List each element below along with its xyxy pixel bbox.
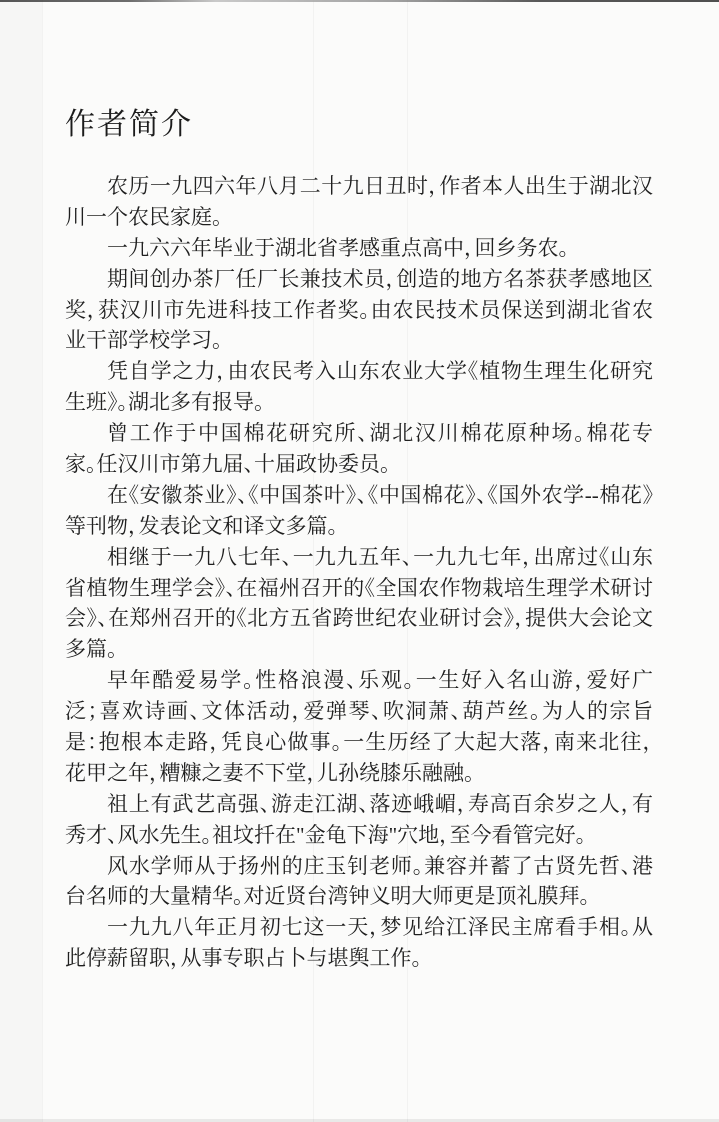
- scan-seam-artifact: [42, 0, 43, 1122]
- paragraph: [65, 356, 653, 418]
- paragraph: [65, 789, 653, 851]
- text-line: 风水学师从于扬州的庄玉钊老师。兼容并蓄了古贤先哲、港: [107, 853, 653, 878]
- paragraph: [65, 912, 653, 974]
- paragraph: [65, 851, 653, 913]
- text-line: 秀才、风水先生。祖坟扦在"金龟下海"穴地，至今看管完好。: [65, 822, 587, 847]
- text-line: 此停薪留职，从事专职占卜与堪舆工作。: [65, 946, 422, 971]
- text-line: 期间创办茶厂任厂长兼技术员，创造的地方名茶获孝感地区: [107, 266, 653, 291]
- text-line: 是：抱根本走路，凭良心做事。一生历经了大起大落，南来北往，: [65, 730, 653, 755]
- text-line: 业干部学校学习。: [65, 328, 223, 353]
- scan-left-shade-artifact: [0, 0, 42, 1122]
- text-line: 奖，获汉川市先进科技工作者奖。由农民技术员保送到湖北省农: [65, 297, 653, 322]
- paragraph: [65, 542, 653, 666]
- paragraph: [65, 418, 653, 480]
- text-line: 会》、在郑州召开的《北方五省跨世纪农业研讨会》，提供大会论文: [65, 606, 653, 631]
- text-line: 农历一九四六年八月二十九日丑时，作者本人出生于湖北汉: [107, 174, 653, 198]
- text-line: 在《安徽茶业》、《中国茶叶》、《中国棉花》、《国外农学--棉花》: [107, 482, 653, 507]
- text-line: 花甲之年，糟糠之妻不下堂，儿孙绕膝乐融融。: [65, 760, 475, 785]
- paragraph: [65, 171, 653, 233]
- text-line: 生班》。湖北多有报导。: [65, 390, 265, 415]
- paragraph: [65, 264, 653, 357]
- page-title: 作者简介: [65, 108, 193, 141]
- text-line: 等刊物，发表论文和译文多篇。: [65, 513, 338, 538]
- text-line: 祖上有武艺高强、游走江湖、落迹峨嵋，寿高百余岁之人，有: [107, 791, 653, 816]
- text-line: 曾工作于中国棉花研究所、湖北汉川棉花原种场。棉花专: [107, 421, 653, 446]
- text-line: 多篇。: [65, 637, 118, 662]
- text-line: 省植物生理学会》、在福州召开的《全国农作物栽培生理学术研讨: [65, 575, 653, 600]
- paragraph: [65, 480, 653, 542]
- text-line: 凭自学之力，由农民考入山东农业大学《植物生理生化研究: [107, 359, 653, 384]
- text-line: 相继于一九八七年、一九九五年、一九九七年，出席过《山东: [107, 544, 653, 569]
- text-line: 早年酷爱易学。性格浪漫、乐观。一生好入名山游，爱好广: [107, 668, 653, 693]
- paragraph: [65, 665, 653, 789]
- text-line: 一九六六年毕业于湖北省孝感重点高中，回乡务农。: [107, 235, 569, 260]
- author-bio-text: [65, 171, 653, 974]
- text-line: 一九九八年正月初七这一天，梦见给江泽民主席看手相。从: [107, 915, 653, 940]
- scan-top-edge-artifact: [0, 0, 719, 2]
- text-line: 家。任汉川市第九届、十届政协委员。: [65, 452, 391, 477]
- text-line: 台名师的大量精华。对近贤台湾钟义明大师更是顶礼膜拜。: [65, 884, 590, 909]
- paragraph: [65, 233, 653, 264]
- text-line: 泛；喜欢诗画、文体活动，爱弹琴、吹洞萧、葫芦丝。为人的宗旨: [65, 699, 653, 724]
- text-line: 川一个农民家庭。: [65, 204, 223, 229]
